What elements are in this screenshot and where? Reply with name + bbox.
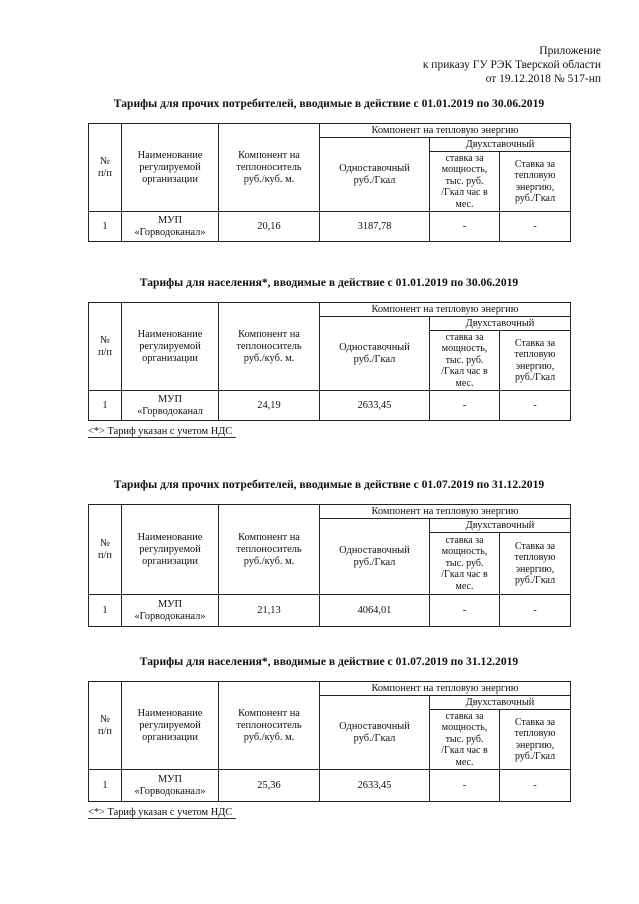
header-energy-rate: Ставка за тепловую энергию, руб./Гкал bbox=[500, 533, 571, 595]
table-row bbox=[89, 595, 571, 627]
row-capacity-rate-value: - bbox=[430, 212, 500, 242]
header-org-name: Наименование регулируемой организации bbox=[122, 124, 219, 212]
row-num: 1 bbox=[89, 770, 122, 802]
vat-footnote: <*> Тариф указан с учетом НДС bbox=[88, 426, 236, 438]
header-single-rate: Одноставочный руб./Гкал bbox=[320, 317, 430, 391]
header-carrier-component: Компонент на теплоноситель руб./куб. м. bbox=[219, 682, 320, 770]
header-capacity-rate: ставка за мощность, тыс. руб. /Гкал час в мес. bbox=[430, 331, 500, 391]
row-num: 1 bbox=[89, 212, 122, 242]
tariff-section-1 bbox=[88, 97, 570, 242]
header-num: № п/п bbox=[89, 124, 122, 212]
header-energy-rate: Ставка за тепловую энергию, руб./Гкал bbox=[500, 710, 571, 770]
row-capacity-rate-value: - bbox=[430, 770, 500, 802]
header-capacity-rate: ставка за мощность, тыс. руб. /Гкал час в мес. bbox=[430, 533, 500, 595]
header-org-name: Наименование регулируемой организации bbox=[122, 505, 219, 595]
tariff-table bbox=[88, 504, 571, 627]
row-org-name: МУП «Горводоканал bbox=[122, 391, 219, 421]
tariff-section-3 bbox=[88, 478, 570, 627]
row-single-rate-value: 2633,45 bbox=[320, 391, 430, 421]
header-num: № п/п bbox=[89, 505, 122, 595]
appendix-line-2: к приказу ГУ РЭК Тверской области bbox=[422, 59, 601, 71]
header-two-rate: Двухставочный bbox=[430, 696, 571, 710]
header-heat-component: Компонент на тепловую энергию bbox=[320, 505, 571, 519]
header-num: № п/п bbox=[89, 682, 122, 770]
row-energy-rate-value: - bbox=[500, 595, 571, 627]
tariff-section-2 bbox=[88, 276, 570, 439]
header-single-rate: Одноставочный руб./Гкал bbox=[320, 138, 430, 212]
row-carrier-value: 20,16 bbox=[219, 212, 320, 242]
appendix-line-3: от 19.12.2018 № 517-нп bbox=[485, 73, 601, 85]
header-org-name: Наименование регулируемой организации bbox=[122, 303, 219, 391]
row-single-rate-value: 4064,01 bbox=[320, 595, 430, 627]
header-heat-component: Компонент на тепловую энергию bbox=[320, 124, 571, 138]
table-row bbox=[89, 391, 571, 421]
vat-footnote: <*> Тариф указан с учетом НДС bbox=[88, 807, 236, 819]
header-two-rate: Двухставочный bbox=[430, 519, 571, 533]
header-energy-rate: Ставка за тепловую энергию, руб./Гкал bbox=[500, 152, 571, 212]
header-num: № п/п bbox=[89, 303, 122, 391]
header-carrier-component: Компонент на теплоноситель руб./куб. м. bbox=[219, 124, 320, 212]
row-single-rate-value: 2633,45 bbox=[320, 770, 430, 802]
row-energy-rate-value: - bbox=[500, 212, 571, 242]
tariff-section-4 bbox=[88, 655, 570, 820]
header-org-name: Наименование регулируемой организации bbox=[122, 682, 219, 770]
header-single-rate: Одноставочный руб./Гкал bbox=[320, 519, 430, 595]
row-org-name: МУП «Горводоканал» bbox=[122, 595, 219, 627]
row-num: 1 bbox=[89, 595, 122, 627]
header-two-rate: Двухставочный bbox=[430, 317, 571, 331]
row-carrier-value: 25,36 bbox=[219, 770, 320, 802]
tariff-table bbox=[88, 681, 571, 802]
table-row bbox=[89, 212, 571, 242]
section-title: Тарифы для населения*, вводимые в действие с 01.01.2019 по 30.06.2019 bbox=[139, 276, 519, 289]
header-two-rate: Двухставочный bbox=[430, 138, 571, 152]
row-org-name: МУП «Горводоканал» bbox=[122, 770, 219, 802]
row-capacity-rate-value: - bbox=[430, 391, 500, 421]
row-single-rate-value: 3187,78 bbox=[320, 212, 430, 242]
header-carrier-component: Компонент на теплоноситель руб./куб. м. bbox=[219, 303, 320, 391]
row-energy-rate-value: - bbox=[500, 391, 571, 421]
tariff-table bbox=[88, 302, 571, 421]
row-num: 1 bbox=[89, 391, 122, 421]
row-energy-rate-value: - bbox=[500, 770, 571, 802]
tariff-table bbox=[88, 123, 571, 242]
row-org-name: МУП «Горводоканал» bbox=[122, 212, 219, 242]
header-heat-component: Компонент на тепловую энергию bbox=[320, 303, 571, 317]
header-heat-component: Компонент на тепловую энергию bbox=[320, 682, 571, 696]
header-capacity-rate: ставка за мощность, тыс. руб. /Гкал час в мес. bbox=[430, 710, 500, 770]
row-capacity-rate-value: - bbox=[430, 595, 500, 627]
section-title: Тарифы для населения*, вводимые в действие с 01.07.2019 по 31.12.2019 bbox=[139, 655, 519, 668]
section-title: Тарифы для прочих потребителей, вводимые в действие с 01.07.2019 по 31.12.2019 bbox=[113, 478, 545, 491]
row-carrier-value: 24,19 bbox=[219, 391, 320, 421]
row-carrier-value: 21,13 bbox=[219, 595, 320, 627]
header-capacity-rate: ставка за мощность, тыс. руб. /Гкал час в мес. bbox=[430, 152, 500, 212]
appendix-block bbox=[423, 44, 601, 86]
section-title: Тарифы для прочих потребителей, вводимые в действие с 01.01.2019 по 30.06.2019 bbox=[113, 97, 545, 110]
header-energy-rate: Ставка за тепловую энергию, руб./Гкал bbox=[500, 331, 571, 391]
table-row bbox=[89, 770, 571, 802]
appendix-line-1: Приложение bbox=[539, 45, 601, 57]
header-carrier-component: Компонент на теплоноситель руб./куб. м. bbox=[219, 505, 320, 595]
header-single-rate: Одноставочный руб./Гкал bbox=[320, 696, 430, 770]
